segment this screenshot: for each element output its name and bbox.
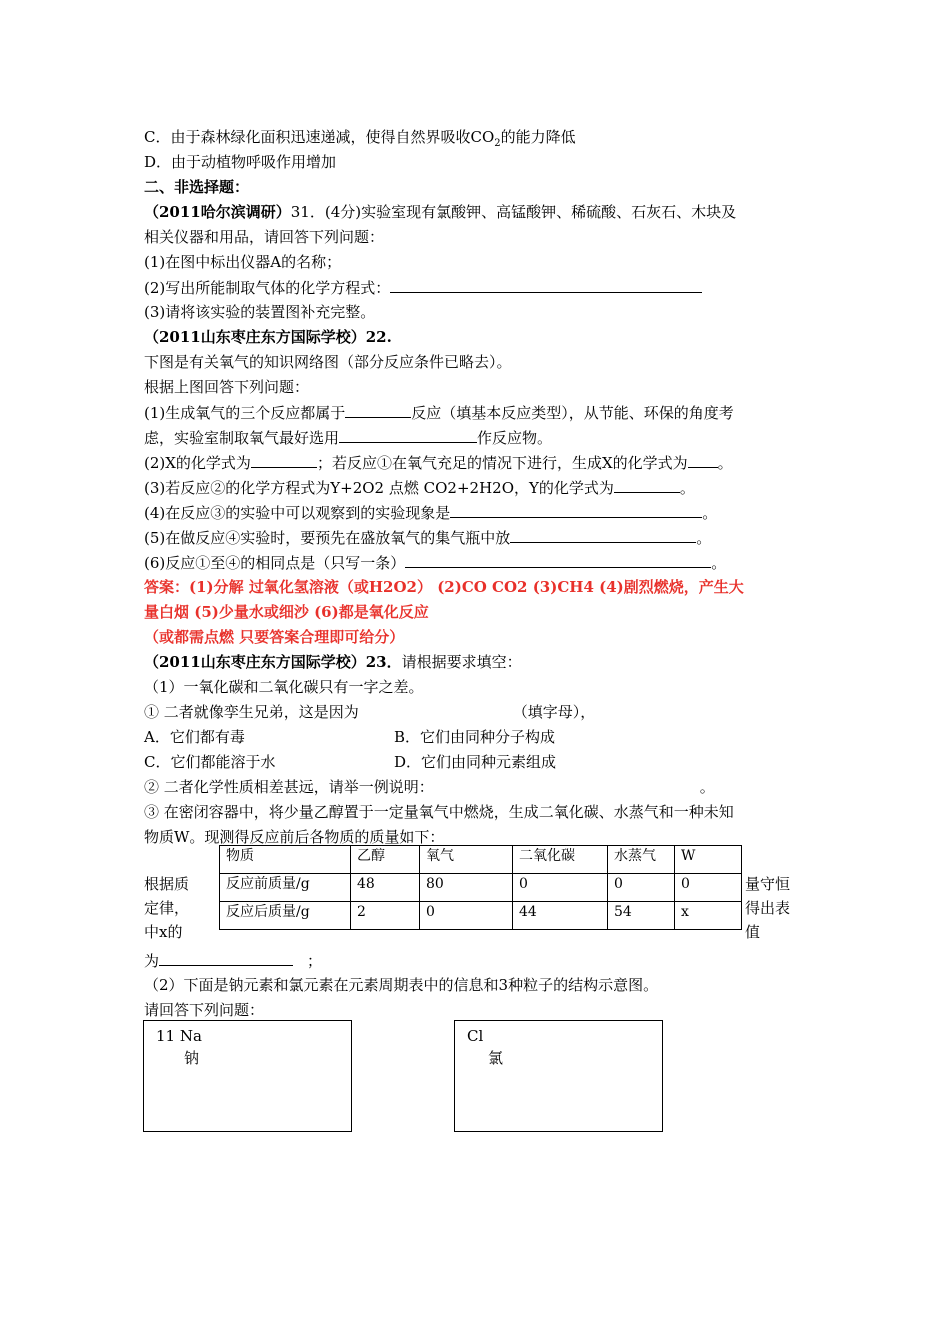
q22-part6: (6)反应①至④的相同点是（只写一条） 。	[144, 554, 727, 572]
q22-intro: 下图是有关氧气的知识网络图（部分反应条件已略去）。	[144, 353, 512, 371]
table-cell: 2	[351, 902, 420, 930]
table-header-cell: 水蒸气	[608, 846, 675, 874]
question-31-cont: 相关仪器和用品，请回答下列问题：	[144, 228, 385, 246]
table-cell: 0	[420, 902, 513, 930]
table-cell: 反应后质量/g	[220, 902, 351, 930]
table-row	[220, 902, 742, 930]
q23-item3: ③ 在密闭容器中，将少量乙醇置于一定量氧气中燃烧，生成二氧化碳、水蒸气和一种未知	[144, 803, 734, 821]
q22-instruction: 根据上图回答下列问题：	[144, 378, 310, 396]
table-cell: 0	[608, 874, 675, 902]
table-header-row	[220, 846, 742, 874]
answer-line-2: 量白烟 (5)少量水或细沙 (6)都是氧化反应	[144, 603, 429, 621]
q31-part1: (1)在图中标出仪器A的名称；	[144, 253, 342, 271]
table-cell: 0	[675, 874, 742, 902]
table-cell: 0	[513, 874, 608, 902]
q22-part1-cont: 虑，实验室制取氧气最好选用 作反应物。	[144, 429, 553, 447]
sodium-number-symbol: 11 Na	[156, 1027, 202, 1045]
chlorine-symbol: Cl	[467, 1027, 484, 1045]
chlorine-name: 氯	[488, 1049, 504, 1067]
question-31-line: （2011哈尔滨调研）31．(4分)实验室现有氯酸钾、高锰酸钾、稀硫酸、石灰石、木块及	[144, 203, 737, 221]
table-cell: 80	[420, 874, 513, 902]
sodium-name: 钠	[184, 1049, 200, 1067]
answer-line-3: （或都需点燃 只要答案合理即可给分）	[144, 628, 405, 646]
q23-item3-cont: 物质W。现测得反应前后各物质的质量如下：	[144, 828, 445, 846]
section-heading: 二、非选择题：	[144, 178, 250, 196]
q22-part1: (1)生成氧气的三个反应都属于 反应（填基本反应类型），从节能、环保的角度考	[144, 404, 734, 422]
sodium-element-box	[143, 1020, 352, 1132]
q23-part2-instruction: 请回答下列问题：	[144, 1001, 265, 1019]
q23-option-a: A．它们都有毒	[144, 728, 245, 746]
q23-x-value-line: 为 ；	[144, 952, 323, 970]
q22-part5: (5)在做反应④实验时，要预先在盛放氧气的集气瓶中放 。	[144, 529, 712, 547]
option-d-line: D．由于动植物呼吸作用增加	[144, 153, 337, 171]
q23-item2: ② 二者化学性质相差甚远，请举一例说明： 。	[144, 778, 715, 796]
mass-table	[219, 845, 742, 930]
q31-part3: (3)请将该实验的装置图补充完整。	[144, 303, 376, 321]
table-cell: 54	[608, 902, 675, 930]
answer-line-1: 答案：(1)分解 过氧化氢溶液（或H2O2） (2)CO CO2 (3)CH4 (4)剧烈燃烧，产生大	[144, 578, 744, 596]
q22-part4: (4)在反应③的实验中可以观察到的实验现象是 。	[144, 504, 718, 522]
q23-option-c: C．它们都能溶于水	[144, 753, 276, 771]
table-cell: 44	[513, 902, 608, 930]
q22-part2: (2)X的化学式为 ；若反应①在氧气充足的情况下进行，生成X的化学式为 。	[144, 454, 733, 472]
q23-item1: ① 二者就像孪生兄弟，这是因为 （填字母），	[144, 703, 596, 721]
q23-part1: （1）一氧化碳和二氧化碳只有一字之差。	[144, 678, 424, 696]
q23-option-d: D．它们由同种元素组成	[394, 753, 557, 771]
table-left-text: 根据质 定律， 中x的	[144, 875, 190, 941]
question-23-heading: （2011山东枣庄东方国际学校）23．请根据要求填空：	[144, 653, 522, 671]
table-cell: 反应前质量/g	[220, 874, 351, 902]
q31-part2: (2)写出所能制取气体的化学方程式：	[144, 277, 702, 298]
table-header-cell: 氧气	[420, 846, 513, 874]
table-header-cell: 物质	[220, 846, 351, 874]
table-row	[220, 874, 742, 902]
table-header-cell: W	[675, 846, 742, 874]
q22-part3: (3)若反应②的化学方程式为Y+2O2 点燃 CO2+2H2O，Y的化学式为 。	[144, 479, 695, 497]
answer-blank	[390, 277, 702, 293]
table-header-cell: 乙醇	[351, 846, 420, 874]
question-22-heading: （2011山东枣庄东方国际学校）22.	[144, 328, 392, 346]
option-c-line: C．由于森林绿化面积迅速递减，使得自然界吸收$CO_2$的能力降低	[144, 128, 576, 149]
table-right-text: 量守恒 得出表 值	[745, 875, 791, 941]
q23-option-b: B．它们由同种分子构成	[394, 728, 556, 746]
table-header-cell: 二氧化碳	[513, 846, 608, 874]
q23-part2: （2）下面是钠元素和氯元素在元素周期表中的信息和3种粒子的结构示意图。	[144, 976, 659, 994]
table-cell: 48	[351, 874, 420, 902]
chlorine-element-box	[454, 1020, 663, 1132]
table-cell: x	[675, 902, 742, 930]
